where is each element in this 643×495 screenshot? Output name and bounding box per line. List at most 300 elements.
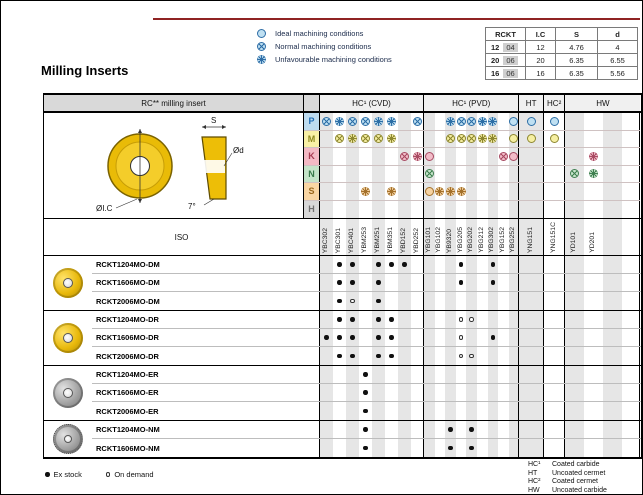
normal-machining-icon bbox=[467, 117, 476, 126]
condition-cell bbox=[488, 201, 499, 219]
availability-cell bbox=[584, 329, 603, 346]
availability-cell bbox=[456, 256, 467, 273]
availability-cell bbox=[346, 274, 359, 291]
availability-cell bbox=[372, 347, 385, 365]
condition-cell bbox=[565, 113, 584, 130]
availability-cell bbox=[544, 329, 566, 346]
availability-cell bbox=[385, 366, 398, 383]
availability-cell bbox=[477, 366, 488, 383]
grade-label-YBD152: YBD152 bbox=[400, 227, 408, 253]
availability-cell bbox=[385, 421, 398, 438]
availability-cell bbox=[411, 256, 424, 273]
iso-designation: RCKT2006MO-DR bbox=[92, 347, 320, 365]
condition-cell bbox=[346, 183, 359, 200]
condition-cell bbox=[488, 113, 499, 130]
spec-row bbox=[486, 67, 638, 80]
ex-stock-dot-icon bbox=[45, 472, 50, 477]
unfavourable-machining-icon bbox=[589, 169, 598, 178]
grade-column-label-cell bbox=[584, 219, 603, 255]
insert-photo-cell bbox=[44, 311, 92, 365]
availability-cell bbox=[509, 384, 520, 401]
availability-cell bbox=[411, 292, 424, 310]
availability-cell bbox=[359, 274, 372, 291]
grade-column-label-cell bbox=[359, 219, 372, 255]
availability-cell bbox=[435, 347, 446, 365]
legend-label: Unfavourable machining conditions bbox=[275, 55, 392, 64]
on-demand-dot bbox=[350, 299, 355, 304]
condition-cell bbox=[584, 183, 603, 200]
grade-column-label-cell bbox=[544, 219, 566, 255]
condition-cell bbox=[477, 131, 488, 148]
normal-machining-icon bbox=[467, 134, 476, 143]
condition-cell bbox=[603, 113, 622, 130]
condition-cell bbox=[435, 201, 446, 219]
condition-cell bbox=[584, 148, 603, 165]
availability-cell bbox=[424, 292, 435, 310]
ideal-machining-icon bbox=[550, 134, 559, 143]
availability-cell bbox=[320, 311, 333, 328]
condition-cell bbox=[584, 201, 603, 219]
grade-column-label-cell bbox=[466, 219, 477, 255]
availability-cell bbox=[565, 384, 584, 401]
availability-cell bbox=[584, 347, 603, 365]
condition-cell bbox=[398, 113, 411, 130]
iso-letter-H: H bbox=[304, 201, 320, 219]
availability-cell bbox=[544, 402, 566, 420]
availability-cell bbox=[498, 384, 509, 401]
condition-cell bbox=[333, 166, 346, 183]
spec-value-cell: 4 bbox=[598, 41, 638, 54]
condition-cell bbox=[445, 183, 456, 200]
availability-cell bbox=[477, 274, 488, 291]
availability-cell bbox=[519, 292, 544, 310]
condition-cell bbox=[359, 201, 372, 219]
machining-conditions-legend bbox=[257, 27, 392, 66]
availability-cell bbox=[346, 256, 359, 273]
availability-cell bbox=[398, 347, 411, 365]
availability-cell bbox=[372, 366, 385, 383]
condition-cell bbox=[320, 166, 333, 183]
availability-cell bbox=[498, 329, 509, 346]
ex-stock-dot bbox=[363, 446, 368, 451]
availability-cell bbox=[385, 347, 398, 365]
unfavourable-machining-icon bbox=[435, 187, 444, 196]
dimension-spec-table bbox=[485, 27, 638, 80]
availability-cell bbox=[372, 292, 385, 310]
normal-machining-icon bbox=[457, 134, 466, 143]
condition-cell bbox=[519, 183, 544, 200]
unfavourable-machining-icon bbox=[457, 187, 466, 196]
availability-cell bbox=[372, 439, 385, 457]
condition-cell bbox=[509, 148, 520, 165]
availability-cell bbox=[398, 292, 411, 310]
insert-photo-cell bbox=[44, 421, 92, 457]
availability-cell bbox=[565, 347, 584, 365]
availability-cell bbox=[519, 402, 544, 420]
availability-cell bbox=[488, 384, 499, 401]
condition-cell bbox=[565, 148, 584, 165]
normal-machining-icon bbox=[361, 117, 370, 126]
ideal-machining-icon bbox=[509, 117, 518, 126]
availability-cell bbox=[477, 384, 488, 401]
grade-column-label-cell bbox=[424, 219, 435, 255]
ideal-machining-icon bbox=[527, 117, 536, 126]
availability-cell bbox=[622, 274, 641, 291]
ex-stock-dot bbox=[363, 427, 368, 432]
condition-row-P bbox=[304, 113, 640, 131]
iso-designation: RCKT1204MO-NM bbox=[92, 421, 320, 438]
availability-cell bbox=[622, 292, 641, 310]
condition-cell bbox=[466, 148, 477, 165]
insert-group bbox=[44, 365, 641, 420]
availability-cell bbox=[372, 256, 385, 273]
availability-cell bbox=[603, 256, 622, 273]
availability-cell bbox=[477, 311, 488, 328]
group-header-ht: HT bbox=[519, 95, 544, 111]
ex-stock-dot bbox=[491, 335, 496, 340]
condition-cell bbox=[435, 131, 446, 148]
condition-cell bbox=[498, 131, 509, 148]
iso-letter-N: N bbox=[304, 166, 320, 183]
ex-stock-dot bbox=[350, 280, 355, 285]
condition-cell bbox=[320, 148, 333, 165]
grade-column-label-cell bbox=[565, 219, 584, 255]
availability-cell bbox=[435, 402, 446, 420]
ideal-machining-icon bbox=[257, 29, 266, 38]
availability-cell bbox=[544, 256, 566, 273]
availability-cell bbox=[385, 256, 398, 273]
condition-cell bbox=[372, 131, 385, 148]
unfavourable-machining-icon bbox=[478, 134, 487, 143]
availability-cell bbox=[372, 421, 385, 438]
normal-machining-icon bbox=[348, 117, 357, 126]
availability-cell bbox=[456, 402, 467, 420]
ex-stock-dot bbox=[363, 372, 368, 377]
grade-label-YBG205: YBG205 bbox=[456, 227, 464, 253]
iso-designation: RCKT1204MO-DM bbox=[92, 256, 320, 273]
legend-item bbox=[257, 40, 392, 53]
condition-cell bbox=[385, 148, 398, 165]
availability-cell bbox=[519, 311, 544, 328]
availability-cell bbox=[565, 366, 584, 383]
availability-cell bbox=[456, 347, 467, 365]
availability-cell bbox=[456, 329, 467, 346]
grade-label-YNG151: YNG151 bbox=[526, 226, 534, 253]
ex-stock-dot bbox=[376, 262, 381, 267]
iso-designation: RCKT1606MO-NM bbox=[92, 439, 320, 457]
legend-label: Normal machining conditions bbox=[275, 42, 372, 51]
availability-cell bbox=[456, 439, 467, 457]
availability-cell bbox=[488, 292, 499, 310]
condition-cell bbox=[509, 166, 520, 183]
ideal-machining-icon bbox=[550, 117, 559, 126]
insert-row bbox=[92, 366, 641, 384]
availability-cell bbox=[398, 256, 411, 273]
availability-cell bbox=[456, 311, 467, 328]
availability-cell bbox=[359, 292, 372, 310]
grade-column-label-cell bbox=[435, 219, 446, 255]
normal-machining-icon bbox=[257, 42, 266, 51]
availability-cell bbox=[603, 384, 622, 401]
availability-cell bbox=[603, 274, 622, 291]
condition-cell bbox=[385, 131, 398, 148]
insert-group bbox=[44, 256, 641, 310]
availability-cell bbox=[584, 421, 603, 438]
grade-column-label-cell bbox=[488, 219, 499, 255]
availability-cell bbox=[622, 311, 641, 328]
ex-stock-dot bbox=[350, 335, 355, 340]
availability-cell bbox=[603, 402, 622, 420]
availability-cell bbox=[584, 274, 603, 291]
availability-cell bbox=[477, 292, 488, 310]
condition-cell bbox=[498, 113, 509, 130]
condition-cell bbox=[519, 166, 544, 183]
condition-cell bbox=[466, 166, 477, 183]
availability-cell bbox=[466, 329, 477, 346]
iso-letter-K: K bbox=[304, 148, 320, 165]
availability-cell bbox=[435, 256, 446, 273]
spec-header: I.C bbox=[526, 28, 556, 41]
availability-cell bbox=[359, 329, 372, 346]
availability-cell bbox=[622, 439, 641, 457]
availability-cell bbox=[333, 311, 346, 328]
availability-cell bbox=[320, 274, 333, 291]
condition-cell bbox=[622, 201, 641, 219]
availability-cell bbox=[622, 347, 641, 365]
grade-label-YBG252: YBG252 bbox=[509, 227, 517, 253]
availability-cell bbox=[544, 421, 566, 438]
availability-cell bbox=[498, 439, 509, 457]
availability-cell bbox=[509, 329, 520, 346]
grade-label-YBM251: YBM251 bbox=[374, 226, 382, 253]
availability-cell bbox=[346, 329, 359, 346]
unfavourable-machining-icon bbox=[478, 117, 487, 126]
availability-cell bbox=[565, 256, 584, 273]
unfavourable-machining-icon bbox=[257, 55, 266, 64]
condition-cell bbox=[411, 166, 424, 183]
availability-cell bbox=[320, 256, 333, 273]
condition-cell bbox=[584, 131, 603, 148]
condition-cell bbox=[498, 148, 509, 165]
condition-cell bbox=[519, 131, 544, 148]
condition-cell bbox=[622, 113, 641, 130]
on-demand-dot bbox=[459, 354, 464, 359]
availability-cell bbox=[346, 402, 359, 420]
ex-stock-dot bbox=[376, 299, 381, 304]
spec-value-cell: 16 bbox=[526, 67, 556, 80]
ideal-machining-icon bbox=[509, 152, 518, 161]
availability-cell bbox=[565, 402, 584, 420]
availability-cell bbox=[622, 256, 641, 273]
condition-cell bbox=[565, 183, 584, 200]
availability-cell bbox=[445, 311, 456, 328]
ex-stock-dot bbox=[337, 280, 342, 285]
ideal-machining-icon bbox=[425, 187, 434, 196]
letter-column-header bbox=[304, 95, 320, 111]
insert-row bbox=[92, 347, 641, 365]
insert-row bbox=[92, 256, 641, 274]
spec-value-cell: 12 bbox=[526, 41, 556, 54]
availability-cell bbox=[411, 274, 424, 291]
availability-cell bbox=[519, 347, 544, 365]
availability-cell bbox=[509, 366, 520, 383]
availability-cell bbox=[435, 274, 446, 291]
condition-cell bbox=[346, 131, 359, 148]
condition-cell bbox=[456, 131, 467, 148]
availability-cell bbox=[346, 292, 359, 310]
condition-cell bbox=[333, 148, 346, 165]
availability-cell bbox=[333, 421, 346, 438]
availability-cell bbox=[398, 274, 411, 291]
condition-cell bbox=[544, 166, 566, 183]
ex-stock-dot bbox=[350, 354, 355, 359]
top-rule bbox=[153, 18, 640, 20]
normal-machining-icon bbox=[361, 134, 370, 143]
condition-cell bbox=[359, 166, 372, 183]
availability-cell bbox=[509, 256, 520, 273]
iso-designation: RCKT1204MO-DR bbox=[92, 311, 320, 328]
condition-cell bbox=[584, 166, 603, 183]
availability-cell bbox=[385, 439, 398, 457]
availability-cell bbox=[333, 329, 346, 346]
condition-cell bbox=[398, 148, 411, 165]
condition-cell bbox=[544, 131, 566, 148]
availability-cell bbox=[445, 347, 456, 365]
availability-cell bbox=[584, 402, 603, 420]
insert-row bbox=[92, 329, 641, 347]
availability-cell bbox=[466, 274, 477, 291]
availability-cell bbox=[346, 311, 359, 328]
availability-cell bbox=[333, 256, 346, 273]
condition-cell bbox=[603, 201, 622, 219]
condition-cell bbox=[565, 166, 584, 183]
condition-cell bbox=[435, 183, 446, 200]
condition-cell bbox=[359, 113, 372, 130]
iso-letter-P: P bbox=[304, 113, 320, 130]
availability-cell bbox=[519, 329, 544, 346]
availability-cell bbox=[565, 439, 584, 457]
iso-designation: RCKT2006MO-ER bbox=[92, 402, 320, 420]
grade-column-label-cell bbox=[498, 219, 509, 255]
grade-label-YBM253: YBM253 bbox=[361, 226, 369, 253]
availability-cell bbox=[424, 274, 435, 291]
ex-stock-dot bbox=[376, 280, 381, 285]
ex-stock-dot bbox=[448, 427, 453, 432]
availability-cell bbox=[411, 347, 424, 365]
availability-cell bbox=[519, 421, 544, 438]
ex-stock-dot bbox=[389, 317, 394, 322]
availability-cell bbox=[544, 311, 566, 328]
ex-stock-dot bbox=[337, 317, 342, 322]
insert-dimension-drawing bbox=[44, 113, 304, 218]
availability-cell bbox=[584, 292, 603, 310]
availability-cell bbox=[372, 311, 385, 328]
unfavourable-machining-icon bbox=[348, 134, 357, 143]
condition-row-N bbox=[304, 166, 640, 184]
condition-cell bbox=[435, 113, 446, 130]
availability-cell bbox=[603, 366, 622, 383]
availability-cell bbox=[509, 402, 520, 420]
condition-cell bbox=[456, 148, 467, 165]
condition-cell bbox=[498, 183, 509, 200]
availability-cell bbox=[445, 329, 456, 346]
spec-value-cell: 5.56 bbox=[598, 67, 638, 80]
availability-cell bbox=[435, 311, 446, 328]
condition-cell bbox=[509, 183, 520, 200]
spec-header: d bbox=[598, 28, 638, 41]
condition-cell bbox=[411, 148, 424, 165]
availability-cell bbox=[603, 421, 622, 438]
condition-cell bbox=[477, 183, 488, 200]
unfavourable-machining-icon bbox=[387, 117, 396, 126]
condition-cell bbox=[622, 131, 641, 148]
legend-item bbox=[257, 53, 392, 66]
availability-cell bbox=[519, 384, 544, 401]
availability-cell bbox=[445, 439, 456, 457]
condition-cell bbox=[333, 183, 346, 200]
grade-column-label-cell bbox=[372, 219, 385, 255]
on-demand-dot bbox=[469, 354, 474, 359]
normal-machining-icon bbox=[335, 134, 344, 143]
condition-cell bbox=[333, 131, 346, 148]
ideal-machining-icon bbox=[509, 134, 518, 143]
condition-cell bbox=[544, 201, 566, 219]
availability-cell bbox=[424, 347, 435, 365]
condition-cell bbox=[445, 166, 456, 183]
insert-group bbox=[44, 310, 641, 365]
grade-label-YD101: YD101 bbox=[570, 232, 578, 253]
condition-cell bbox=[466, 201, 477, 219]
condition-cell bbox=[488, 166, 499, 183]
availability-cell bbox=[603, 311, 622, 328]
grade-label-YBG212: YBG212 bbox=[477, 227, 485, 253]
availability-cell bbox=[498, 274, 509, 291]
ex-stock-dot bbox=[324, 335, 329, 340]
availability-cell bbox=[385, 402, 398, 420]
availability-cell bbox=[622, 329, 641, 346]
availability-cell bbox=[519, 274, 544, 291]
availability-cell bbox=[488, 439, 499, 457]
grade-column-label-cell bbox=[445, 219, 456, 255]
condition-cell bbox=[424, 201, 435, 219]
condition-cell bbox=[359, 131, 372, 148]
grade-column-label-cell bbox=[603, 219, 622, 255]
unfavourable-machining-icon bbox=[589, 152, 598, 161]
condition-cell bbox=[385, 166, 398, 183]
normal-machining-icon bbox=[446, 134, 455, 143]
availability-cell bbox=[424, 402, 435, 420]
condition-cell bbox=[519, 201, 544, 219]
grade-column-label-cell bbox=[519, 219, 544, 255]
condition-cell bbox=[603, 183, 622, 200]
insert-row bbox=[92, 311, 641, 329]
condition-cell bbox=[488, 131, 499, 148]
availability-cell bbox=[488, 347, 499, 365]
availability-cell bbox=[435, 439, 446, 457]
condition-cell bbox=[359, 148, 372, 165]
availability-cell bbox=[385, 292, 398, 310]
group-header-hc2: HC² bbox=[544, 95, 566, 111]
legend-line: HC² Coated cermet bbox=[528, 478, 598, 485]
availability-cell bbox=[488, 402, 499, 420]
ex-stock-dot bbox=[350, 262, 355, 267]
availability-cell bbox=[398, 439, 411, 457]
iso-label: ISO bbox=[174, 232, 189, 242]
grade-label-YBD252: YBD252 bbox=[412, 227, 420, 253]
legend-line: HC¹ Coated carbide bbox=[528, 461, 600, 468]
grade-column-label-cell bbox=[333, 219, 346, 255]
grade-label-YB9320: YB9320 bbox=[446, 228, 454, 253]
